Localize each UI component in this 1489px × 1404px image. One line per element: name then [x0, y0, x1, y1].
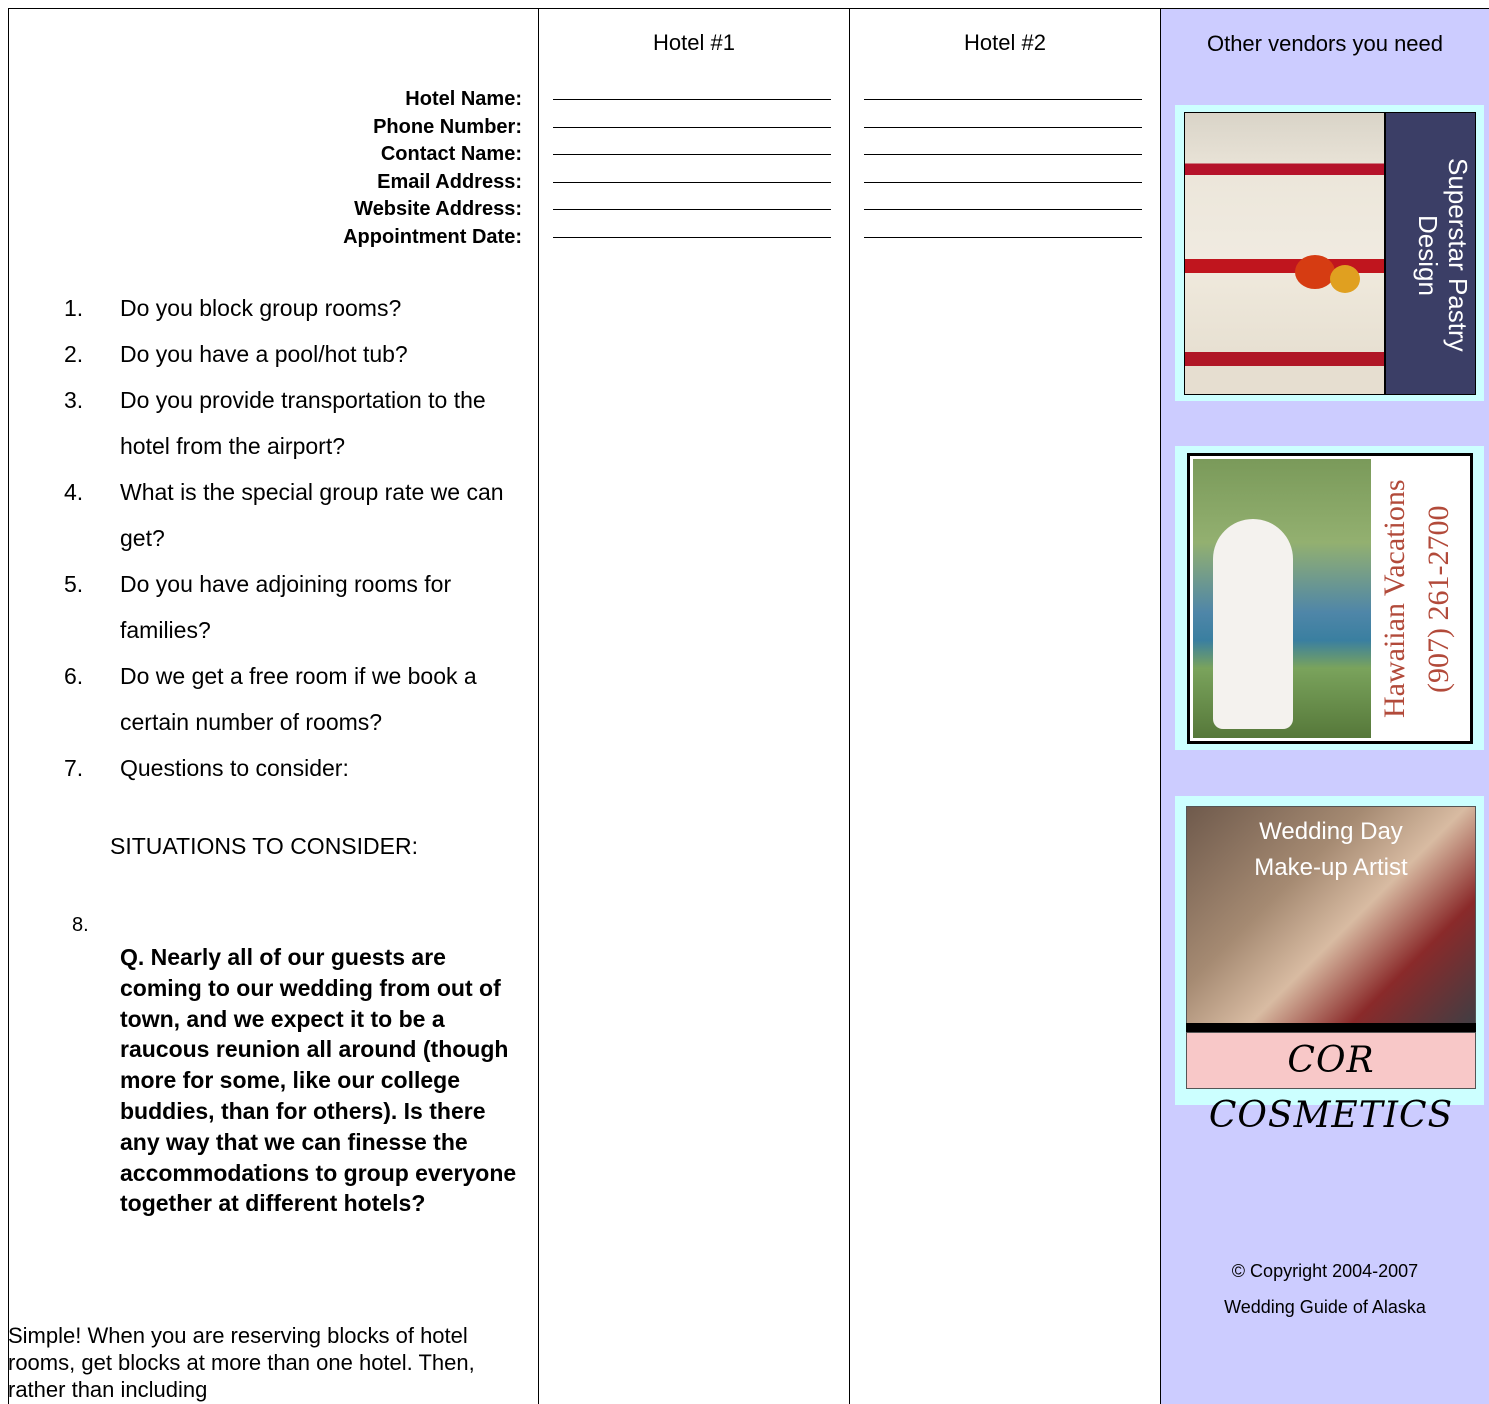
list-item — [64, 377, 524, 469]
fill-line[interactable] — [864, 128, 1142, 156]
fill-line[interactable] — [553, 100, 831, 128]
hawaii-ad-frame — [1187, 453, 1473, 744]
vendors-heading: Other vendors you need — [1206, 31, 1444, 56]
hotel-2-fill-lines — [864, 86, 1142, 238]
question-list — [64, 285, 524, 791]
question-number: 1. — [64, 295, 84, 321]
wedding-cake-image — [1184, 112, 1385, 395]
hotel-1-fill-lines — [553, 86, 831, 238]
fill-line[interactable] — [553, 183, 831, 211]
ad-divider — [1186, 1023, 1476, 1032]
list-item — [64, 653, 524, 745]
copyright-line2: Wedding Guide of Alaska — [1224, 1297, 1426, 1317]
hotel-1-column — [539, 8, 850, 1404]
question-text: What is the special group rate we can get? — [120, 479, 504, 551]
hawaii-ad-phone: (907) 261-2700 — [1422, 505, 1455, 693]
makeup-ad[interactable] — [1175, 796, 1484, 1136]
field-label: Contact Name: — [380, 143, 522, 165]
question-number: 5. — [64, 571, 84, 597]
fill-line[interactable] — [553, 128, 831, 156]
item-8-question: Q. Nearly all of our guests are coming to our wedding from out of town, and we expect it to be a raucous reunion all around (though more for some, like our college buddies, than for others). Is there any way that we can finesse the accommodations to group everyone together at different hotels? — [120, 944, 517, 1217]
hotel-2-column — [850, 8, 1161, 1404]
fill-line[interactable] — [864, 210, 1142, 238]
situations-heading: SITUATIONS TO CONSIDER: — [110, 833, 418, 859]
field-labels — [343, 86, 522, 251]
question-number: 6. — [64, 663, 84, 689]
list-item — [64, 285, 524, 331]
question-number: 4. — [64, 479, 84, 505]
fill-line[interactable] — [553, 86, 831, 100]
fill-line[interactable] — [864, 86, 1142, 100]
makeup-ad-line1: Wedding Day — [1259, 818, 1403, 845]
fill-line[interactable] — [864, 100, 1142, 128]
question-text: Do you provide transportation to the hotel from the airport? — [120, 387, 486, 459]
question-text: Do you have adjoining rooms for families? — [120, 571, 452, 643]
item-8-number: 8. — [72, 914, 89, 936]
list-item — [64, 469, 524, 561]
item-8-answer: Simple! When you are reserving blocks of hotel rooms, get blocks at more than one hotel. Then, rather than including — [8, 1323, 475, 1402]
question-text: Do you block group rooms? — [120, 295, 402, 321]
question-number: 7. — [64, 755, 84, 781]
hawaii-ad-title: Hawaiian Vacations — [1378, 479, 1411, 719]
fill-line[interactable] — [864, 183, 1142, 211]
field-label: Phone Number: — [373, 115, 522, 138]
list-item — [64, 745, 524, 791]
hotel-2-heading: Hotel #2 — [964, 30, 1046, 55]
pastry-ad[interactable] — [1175, 105, 1484, 401]
fill-line[interactable] — [864, 155, 1142, 183]
field-label: Hotel Name: — [405, 88, 522, 110]
hotel-1-heading: Hotel #1 — [653, 30, 735, 55]
question-text: Do we get a free room if we book a certain number of rooms? — [120, 663, 477, 735]
list-item — [64, 561, 524, 653]
pastry-ad-text: Superstar Pastry Design — [1413, 158, 1473, 352]
field-label: Email Address: — [377, 170, 522, 193]
question-number: 3. — [64, 387, 84, 413]
hawaii-ad[interactable] — [1175, 446, 1484, 750]
fill-line[interactable] — [553, 210, 831, 238]
copyright — [1161, 1253, 1489, 1325]
fill-line[interactable] — [553, 155, 831, 183]
makeup-ad-title — [1186, 814, 1476, 886]
field-label: Appointment Date: — [343, 225, 522, 248]
rose-decoration — [1295, 255, 1335, 289]
rose-decoration — [1330, 265, 1360, 293]
wedding-dress-shape — [1213, 519, 1293, 729]
list-item — [64, 331, 524, 377]
cosmetics-logo: COR COSMETICS — [1186, 1032, 1476, 1089]
question-text: Do you have a pool/hot tub? — [120, 341, 408, 367]
beach-couple-image — [1193, 459, 1371, 738]
makeup-ad-line2: Make-up Artist — [1254, 854, 1408, 881]
question-number: 2. — [64, 341, 84, 367]
question-text: Questions to consider: — [120, 755, 349, 781]
field-label: Website Address: — [354, 198, 522, 220]
copyright-line1: © Copyright 2004-2007 — [1231, 1261, 1419, 1281]
